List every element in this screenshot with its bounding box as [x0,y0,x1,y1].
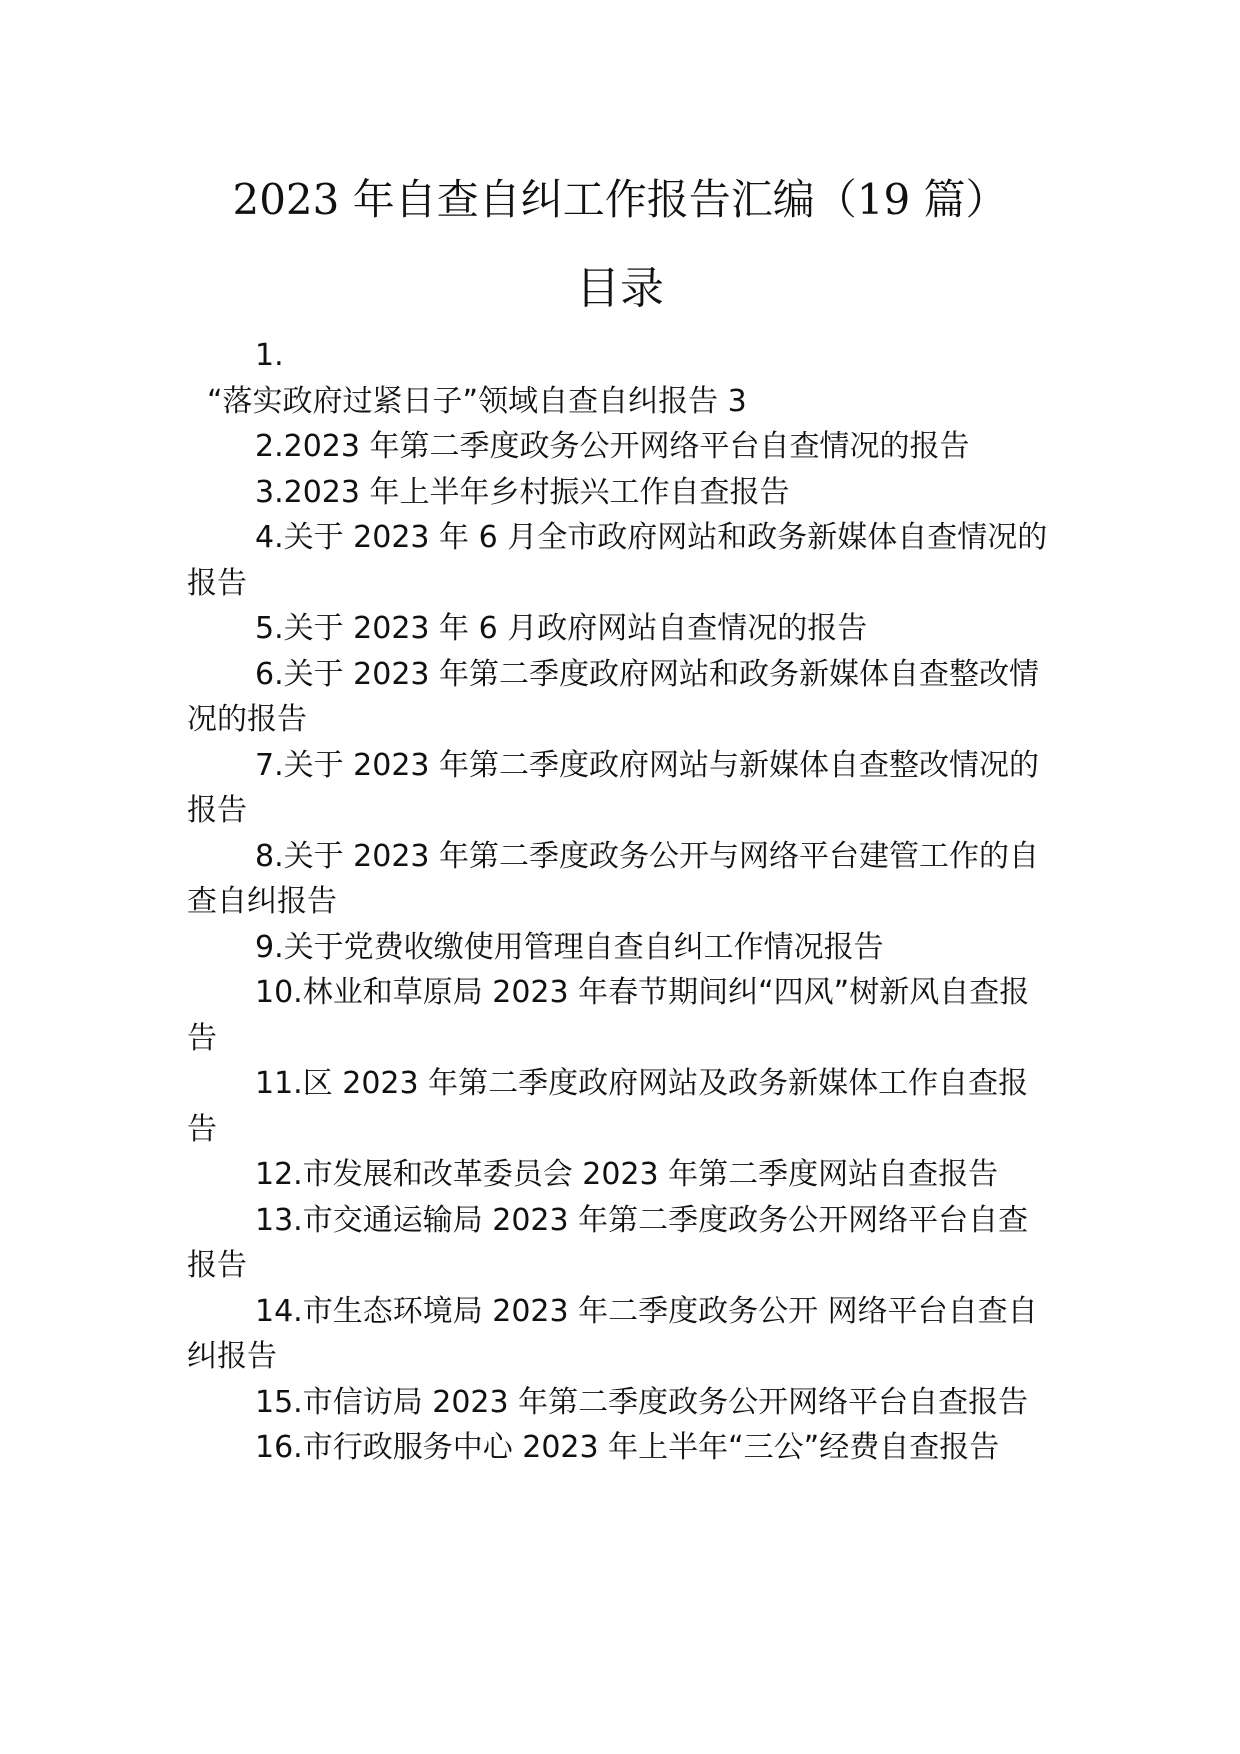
toc-item-text: 区 2023 年第二季度政府网站及政务新媒体工作自查报告 [187,1066,1029,1147]
toc-item[interactable] [187,1289,1053,1380]
toc-item-number: 14. [255,1293,303,1329]
title-text: 年自查自纠工作报告汇编（ [339,175,857,224]
toc-item-text: “落实政府过紧日子”领域自查自纠报告 3 [207,383,747,419]
table-of-contents [187,333,1053,1471]
toc-item-number: 4. [255,520,284,555]
toc-item[interactable] [187,652,1053,743]
toc-item[interactable] [187,743,1053,834]
toc-item-text: 关于 2023 年第二季度政府网站和政务新媒体自查整改情况的报告 [187,656,1040,737]
toc-item[interactable] [187,606,1053,652]
title-count: 19 [856,175,911,224]
toc-item-text: 关于 2023 年 6 月全市政府网站和政务新媒体自查情况的报告 [187,520,1048,601]
toc-item[interactable] [187,424,1053,470]
toc-item[interactable] [187,1152,1053,1198]
toc-item[interactable] [187,970,1053,1061]
title-year: 2023 [232,175,340,224]
toc-item-number: 2. [255,429,284,464]
toc-item[interactable] [187,1380,1053,1426]
toc-item-text: 2023 年上半年乡村振兴工作自查报告 [283,474,790,510]
toc-item-number: 7. [255,747,284,783]
toc-item-text: 市行政服务中心 2023 年上半年“三公”经费自查报告 [302,1430,1000,1465]
toc-item-text: 关于 2023 年第二季度政务公开与网络平台建管工作的自查自纠报告 [187,838,1040,919]
toc-item-text: 市生态环境局 2023 年二季度政务公开 网络平台自查自纠报告 [187,1293,1038,1374]
toc-item-number: 8. [255,838,284,874]
toc-item-number: 5. [255,611,284,646]
toc-item-number: 13. [255,1202,303,1238]
toc-item-text: 市交通运输局 2023 年第二季度政务公开网络平台自查报告 [187,1202,1029,1283]
toc-item-number: 16. [255,1430,303,1465]
toc-item[interactable] [187,834,1053,925]
toc-item-number: 1. [255,338,284,373]
toc-item-number: 11. [255,1066,303,1101]
title-suffix: 篇） [910,175,1008,224]
toc-heading: 目录 [576,263,664,314]
toc-item-text: 市信访局 2023 年第二季度政务公开网络平台自查报告 [302,1384,1029,1420]
toc-item-number: 15. [255,1384,303,1420]
toc-item[interactable] [187,333,1053,424]
toc-item-text: 关于 2023 年 6 月政府网站自查情况的报告 [283,611,868,646]
toc-item-text: 2023 年第二季度政务公开网络平台自查情况的报告 [283,429,970,464]
toc-item[interactable] [187,925,1053,971]
toc-item-number: 10. [255,975,303,1010]
toc-item[interactable] [187,1198,1053,1289]
toc-item-text: 林业和草原局 2023 年春节期间纠“四风”树新风自查报告 [187,975,1030,1056]
toc-item-number: 6. [255,656,284,692]
toc-item-text: 市发展和改革委员会 2023 年第二季度网站自查报告 [302,1157,999,1192]
toc-item-number: 12. [255,1157,303,1192]
toc-item[interactable] [187,1425,1053,1471]
toc-item[interactable] [187,515,1053,606]
toc-item-text: 关于党费收缴使用管理自查自纠工作情况报告 [283,929,884,965]
document-title [0,170,1240,230]
toc-item-text: 关于 2023 年第二季度政府网站与新媒体自查整改情况的报告 [187,747,1040,828]
toc-item-number: 3. [255,474,284,510]
toc-item[interactable] [187,1061,1053,1152]
toc-item-number: 9. [255,929,284,965]
toc-item[interactable] [187,470,1053,516]
